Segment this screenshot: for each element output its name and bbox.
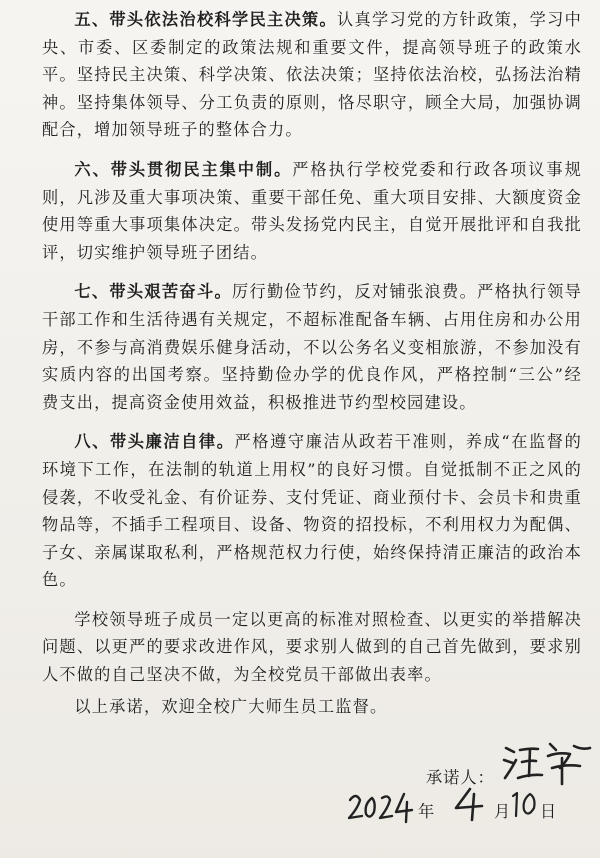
section-heading: 八、带头廉洁自律。 — [74, 432, 235, 452]
closing-line: 以上承诺，欢迎全校广大师生员工监督。 — [74, 696, 388, 716]
section-7 — [42, 278, 582, 416]
date-day-label: 日 — [540, 802, 557, 821]
section-heading: 五、带头依法治校科学民主决策。 — [74, 10, 338, 29]
signature-label: 承诺人： — [426, 768, 495, 787]
date-year-label: 年 — [418, 802, 435, 821]
section-heading: 六、带头贯彻民主集中制。 — [74, 159, 293, 179]
date-month-label: 月 — [494, 802, 511, 821]
handwritten-signature — [500, 738, 595, 786]
section-body: 严格遵守廉洁从政若干准则，养成“在监督的环境下工作，在法制的轨道上用权”的良好习惯。自觉抵制不正之风的侵袭，不收受礼金、有价证券、支付凭证、商业预付卡、会员卡和贵重物品等，不插手工程项目、设备、物资的招投标，不利用权力为配偶、子女、亲属谋取私利，严格规范权力行使，始终保持清正廉洁的政治本色。 — [42, 432, 582, 590]
section-body: 认真学习党的方针政策，学习中央、市委、区委制定的政策法规和重要文件，提高领导班子的政策水平。坚持民主决策、科学决策、依法决策；坚持依法治校，弘扬法治精神。坚持集体领导、分工负责的原则，恪尽职守，顾全大局，加强协调配合，增加领导班子的整体合力。 — [42, 10, 582, 140]
section-heading: 七、带头艰苦奋斗。 — [74, 282, 232, 302]
section-5 — [42, 6, 582, 144]
commitment-paragraph: 学校领导班子成员一定以更高的标准对照检查、以更实的举措解决问题、以更严的要求改进作风，要求别人做到的自己首先做到，要求别人不做的自己坚决不做，为全校党员干部做出表率。 — [42, 609, 582, 685]
section-body: 严格执行学校党委和行政各项议事规则，凡涉及重大事项决策、重要干部任免、重大项目安排、大额度资金使用等重大事项集体决定。带头发扬党内民主，自觉开展批评和自我批评，切实维护领导班子团结。 — [42, 159, 582, 262]
document-body — [42, 6, 582, 720]
section-8 — [42, 428, 582, 594]
handwritten-day — [508, 790, 542, 818]
section-6 — [42, 156, 582, 266]
handwritten-month — [448, 786, 492, 822]
handwritten-year — [346, 790, 416, 824]
section-body: 厉行勤俭节约，反对铺张浪费。严格执行领导干部工作和生活待遇有关规定，不超标准配备车辆、占用住房和办公用房，不参与高消费娱乐健身活动，不以公务名义变相旅游，不参加没有实质内容的出国考察。坚持勤俭办学的优良作风，严格控制“三公”经费支出，提高资金使用效益，积极推进节约型校园建设。 — [42, 282, 582, 412]
